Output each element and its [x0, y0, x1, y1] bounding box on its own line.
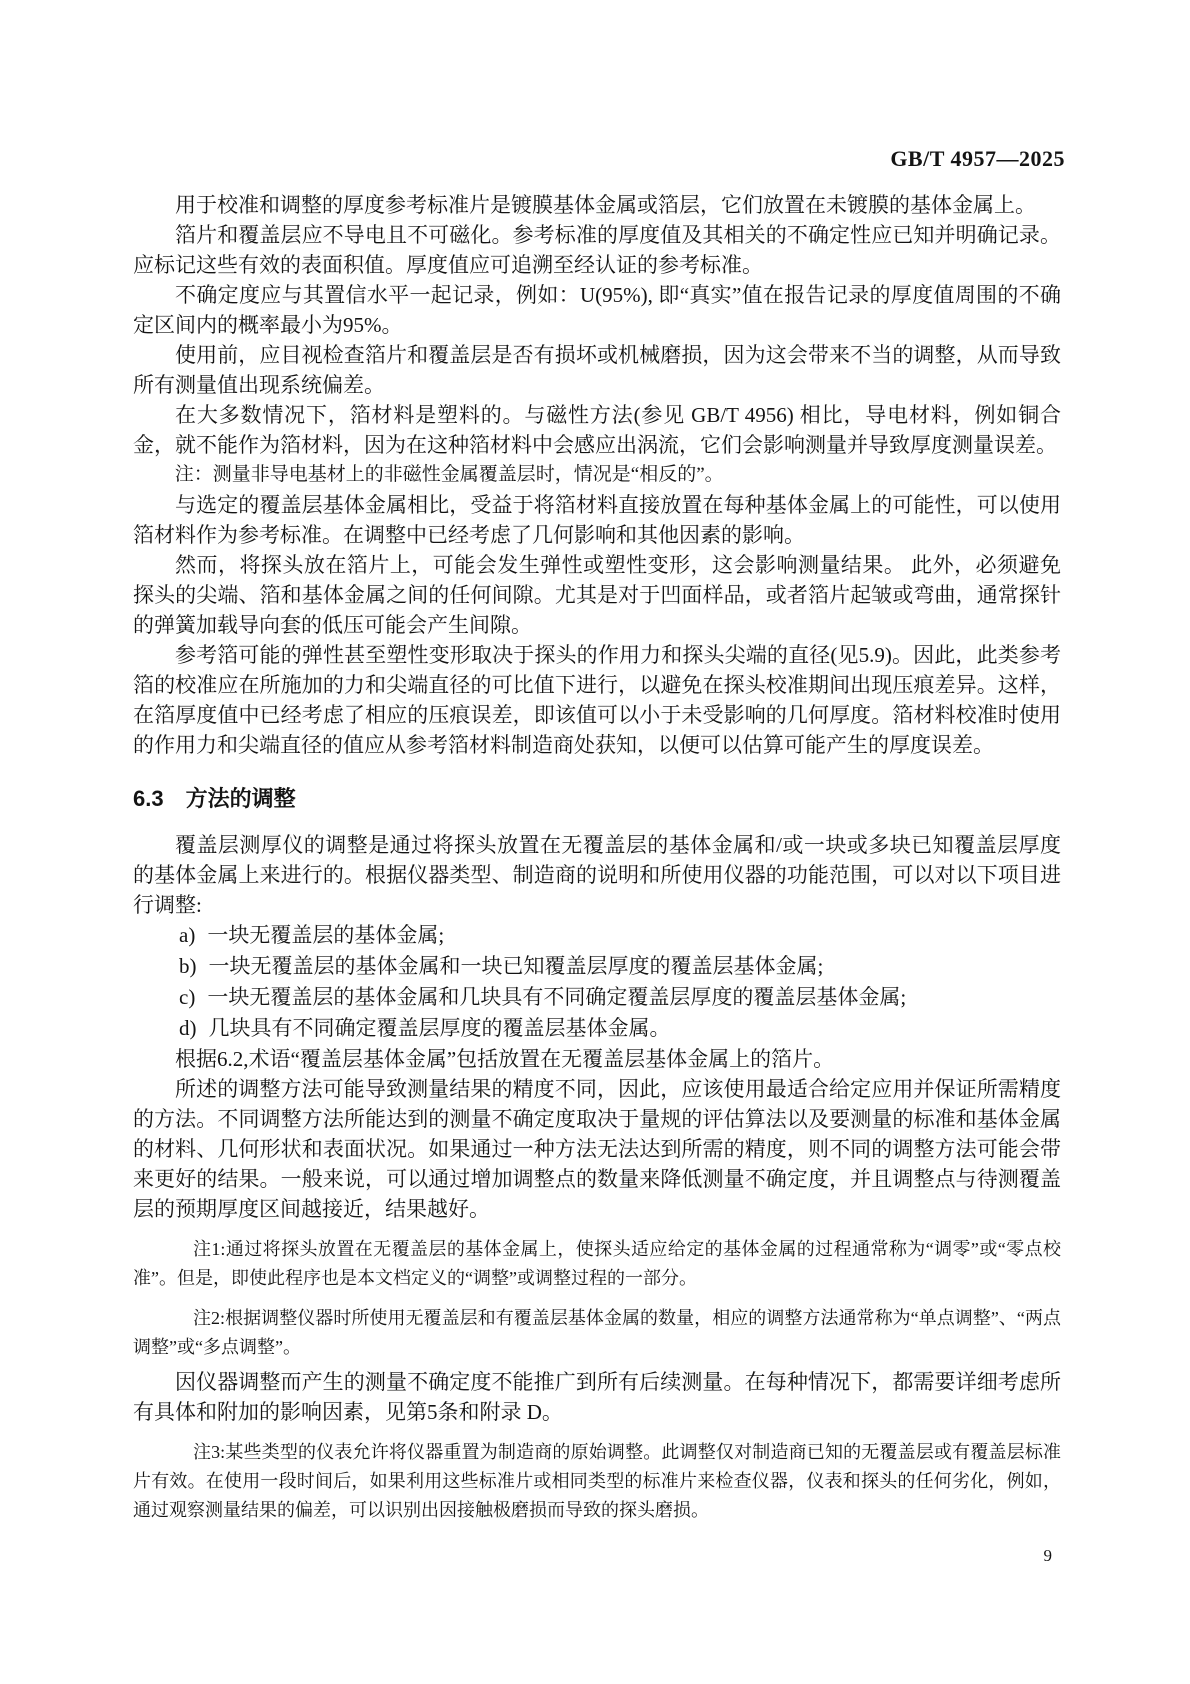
page-content	[133, 190, 1061, 1530]
list-item-text: 几块具有不同确定覆盖层厚度的覆盖层基体金属。	[208, 1016, 671, 1040]
paragraph: 覆盖层测厚仪的调整是通过将探头放置在无覆盖层的基体金属和/或一块或多块已知覆盖层厚度的基体金属上来进行的。根据仪器类型、制造商的说明和所使用仪器的功能范围，可以对以下项目进行调整:	[133, 833, 1061, 917]
paragraph: 箔片和覆盖层应不导电且不可磁化。参考标准的厚度值及其相关的不确定性应已知并明确记录。应标记这些有效的表面积值。厚度值应可追溯至经认证的参考标准。	[133, 223, 1061, 277]
ordered-list	[133, 920, 1061, 1044]
list-item-text: 一块无覆盖层的基体金属;	[207, 923, 445, 947]
clause-note: 注：测量非导电基材上的非磁性金属覆盖层时，情况是“相反的”。	[174, 464, 724, 485]
clause-note: 注2:根据调整仪器时所使用无覆盖层和有覆盖层基体金属的数量，相应的调整方法通常称为“单点调整”、“两点调整”或“多点调整”。	[133, 1308, 1061, 1357]
list-item	[133, 920, 1061, 951]
list-marker: d)	[179, 1016, 197, 1040]
page-number: 9	[1043, 1546, 1052, 1565]
paragraph: 所述的调整方法可能导致测量结果的精度不同，因此，应该使用最适合给定应用并保证所需精度的方法。不同调整方法所能达到的测量不确定度取决于量规的评估算法以及要测量的标准和基体金属的材料、几何形状和表面状况。如果通过一种方法无法达到所需的精度，则不同的调整方法可能会带来更好的结果。一般来说，可以通过增加调整点的数量来降低测量不确定度，并且调整点与待测覆盖层的预期厚度区间越接近，结果越好。	[133, 1077, 1061, 1221]
paragraph: 用于校准和调整的厚度参考标准片是镀膜基体金属或箔层，它们放置在未镀膜的基体金属上。	[175, 193, 1036, 217]
section-number: 6.3	[133, 786, 164, 811]
list-item-text: 一块无覆盖层的基体金属和几块具有不同确定覆盖层厚度的覆盖层基体金属;	[207, 985, 907, 1009]
paragraph: 根据6.2,术语“覆盖层基体金属”包括放置在无覆盖层基体金属上的箔片。	[175, 1047, 835, 1071]
section-heading	[133, 786, 1061, 812]
clause-note: 注1:通过将探头放置在无覆盖层的基体金属上，使探头适应给定的基体金属的过程通常称为“调零”或“零点校准”。但是，即使此程序也是本文档定义的“调整”或调整过程的一部分。	[133, 1239, 1061, 1288]
list-item	[133, 982, 1061, 1013]
list-item	[133, 1013, 1061, 1044]
paragraph: 与选定的覆盖层基体金属相比，受益于将箔材料直接放置在每种基体金属上的可能性，可以使用箔材料作为参考标准。在调整中已经考虑了几何影响和其他因素的影响。	[133, 493, 1061, 547]
paragraph: 不确定度应与其置信水平一起记录，例如：U(95%), 即“真实”值在报告记录的厚度值周围的不确定区间内的概率最小为95%。	[133, 283, 1061, 337]
list-marker: b)	[179, 954, 197, 978]
list-item-text: 一块无覆盖层的基体金属和一块已知覆盖层厚度的覆盖层基体金属;	[208, 954, 824, 978]
paragraph: 在大多数情况下，箔材料是塑料的。与磁性方法(参见 GB/T 4956) 相比，导电材料，例如铜合金，就不能作为箔材料，因为在这种箔材料中会感应出涡流，它们会影响测量并导致厚度测量误差。	[133, 403, 1061, 457]
list-marker: a)	[179, 923, 196, 947]
paragraph: 然而，将探头放在箔片上，可能会发生弹性或塑性变形，这会影响测量结果。 此外，必须避免探头的尖端、箔和基体金属之间的任何间隙。尤其是对于凹面样品，或者箔片起皱或弯曲，通常探针的弹簧加载导向套的低压可能会产生间隙。	[133, 553, 1061, 637]
section-title: 方法的调整	[185, 786, 296, 811]
clause-note: 注3:某些类型的仪表允许将仪器重置为制造商的原始调整。此调整仅对制造商已知的无覆盖层或有覆盖层标准片有效。在使用一段时间后，如果利用这些标准片或相同类型的标准片来检查仪器，仪表和探头的任何劣化，例如，通过观察测量结果的偏差，可以识别出因接触极磨损而导致的探头磨损。	[133, 1442, 1061, 1520]
paragraph: 使用前，应目视检查箔片和覆盖层是否有损坏或机械磨损，因为这会带来不当的调整，从而导致所有测量值出现系统偏差。	[133, 343, 1061, 397]
list-marker: c)	[179, 985, 196, 1009]
list-item	[133, 951, 1061, 982]
paragraph: 因仪器调整而产生的测量不确定度不能推广到所有后续测量。在每种情况下，都需要详细考虑所有具体和附加的影响因素，见第5条和附录 D。	[133, 1370, 1061, 1424]
paragraph: 参考箔可能的弹性甚至塑性变形取决于探头的作用力和探头尖端的直径(见5.9)。因此，此类参考箔的校准应在所施加的力和尖端直径的可比值下进行，以避免在探头校准期间出现压痕差异。这样，在箔厚度值中已经考虑了相应的压痕误差，即该值可以小于未受影响的几何厚度。箔材料校准时使用的作用力和尖端直径的值应从参考箔材料制造商处获知，以便可以估算可能产生的厚度误差。	[133, 643, 1061, 757]
standard-code-header: GB/T 4957—2025	[890, 146, 1065, 171]
